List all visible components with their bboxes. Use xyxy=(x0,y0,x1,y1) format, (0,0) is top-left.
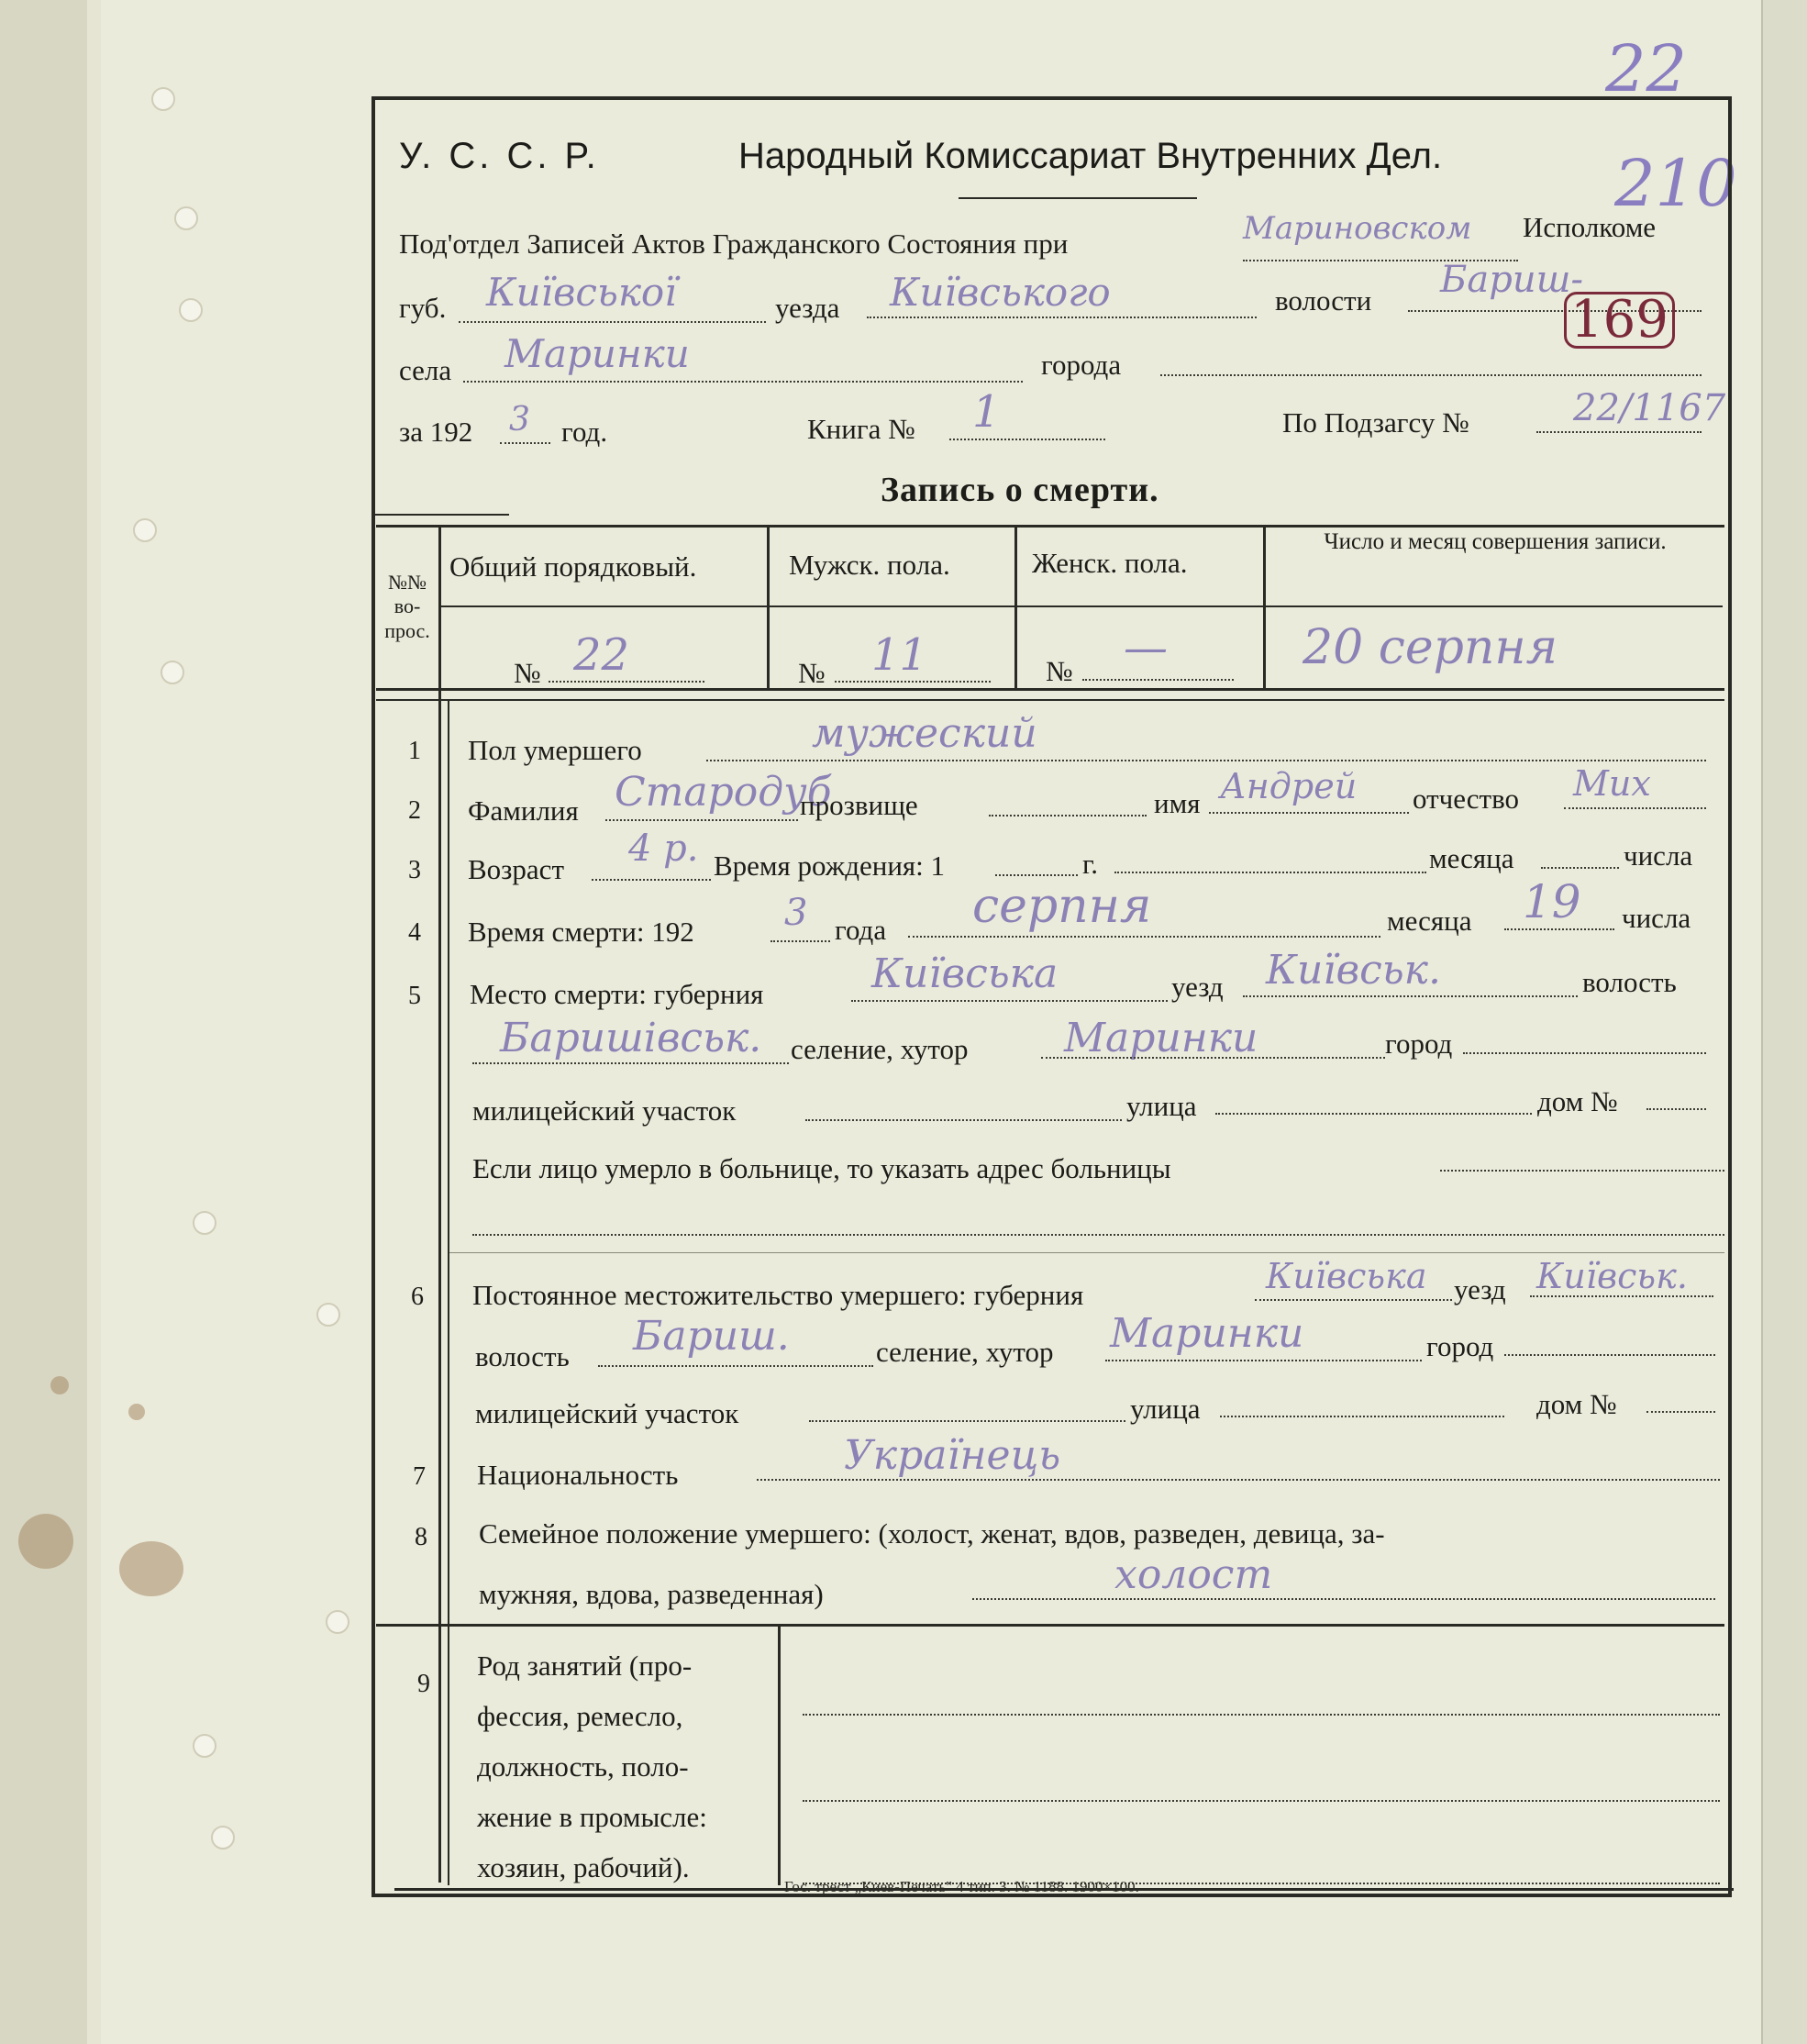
podzags-value: 22/1167 xyxy=(1573,387,1726,429)
q4-year-digit: 3 xyxy=(784,892,808,934)
question-number: 5 xyxy=(408,982,421,1010)
q6-militia-line xyxy=(809,1420,1125,1422)
general-no: № xyxy=(514,657,541,689)
uezd-label: уезда xyxy=(775,292,840,324)
q6-militia-label: милицейский участок xyxy=(475,1397,739,1429)
q5-gub-value: Київська xyxy=(871,950,1059,997)
q2-surname-value: Стародуб xyxy=(615,769,832,816)
q3-age-value: 4 р. xyxy=(628,828,699,870)
binding-hole xyxy=(151,87,175,111)
female-line xyxy=(1082,679,1234,681)
q9-line-1 xyxy=(803,1714,1720,1716)
q6-label: Постоянное местожительство умершего: губерния xyxy=(472,1279,1084,1311)
binding-hole xyxy=(161,661,184,684)
gub-line xyxy=(459,321,766,323)
volost-value: Бариш- xyxy=(1440,259,1584,301)
q6-street-label: улица xyxy=(1130,1393,1201,1425)
q5-gorod-line xyxy=(1463,1052,1706,1054)
q2-surname-line xyxy=(605,819,798,821)
header-mid-rule xyxy=(438,605,1723,607)
record-title: Запись о смерти. xyxy=(881,471,1159,509)
executive-label: Исполкоме xyxy=(1523,211,1657,243)
q2-name-value: Андрей xyxy=(1220,766,1358,806)
male-line xyxy=(835,681,991,683)
year-line xyxy=(500,442,550,444)
q9-line-2 xyxy=(803,1800,1720,1802)
book-label: Книга № xyxy=(807,413,915,445)
q5-label: Место смерти: губерния xyxy=(470,978,764,1010)
q9-inner-rule xyxy=(448,1624,449,1885)
q5-selenie-line xyxy=(1041,1057,1385,1059)
general-line xyxy=(549,681,704,683)
q6-house-label: дом № xyxy=(1536,1388,1617,1420)
question-number: 2 xyxy=(408,796,421,825)
section-rule xyxy=(449,1252,1724,1253)
col-date-header: Число и месяц совершения записи. xyxy=(1324,529,1667,554)
gorod-line xyxy=(1160,374,1702,376)
republic-title: У. С. С. Р. xyxy=(399,136,600,176)
q4-label: Время смерти: 192 xyxy=(468,916,694,948)
q6-gorod-line xyxy=(1504,1354,1715,1356)
q9-top-rule xyxy=(376,1624,1724,1627)
col-male-header: Мужск. пола. xyxy=(789,549,950,581)
q9-label-2: фессия, ремесло, xyxy=(477,1700,683,1732)
col-general-header: Общий порядковый. xyxy=(449,550,697,583)
q4-day-label: числа xyxy=(1622,902,1691,934)
q2-nick-label: прозвище xyxy=(800,789,918,821)
question-number: 9 xyxy=(417,1670,430,1698)
q6-gorod-label: город xyxy=(1426,1330,1494,1362)
q2-patronymic-value: Мих xyxy=(1573,763,1651,804)
year-digit: 3 xyxy=(509,401,530,439)
q5-uezd-label: уезд xyxy=(1171,971,1224,1003)
title-rule xyxy=(959,197,1197,199)
q5-street-label: улица xyxy=(1126,1090,1197,1122)
binding-hole xyxy=(193,1211,216,1235)
q6-volost-value: Бариш. xyxy=(633,1313,790,1360)
q1-label: Пол умершего xyxy=(468,734,642,766)
q6-gub-line xyxy=(1255,1299,1452,1301)
q4-month-line xyxy=(908,936,1380,938)
question-number-header: №№ во- прос. xyxy=(384,571,430,642)
q9-label-5: хозяин, рабочий). xyxy=(477,1851,690,1883)
q5-uezd-line xyxy=(1243,995,1578,997)
q1-line xyxy=(706,760,1706,761)
q6-selenie-value: Маринки xyxy=(1110,1310,1304,1357)
question-number: 1 xyxy=(408,737,421,765)
q5-gub-line xyxy=(851,1000,1168,1002)
q5-militia-line xyxy=(805,1119,1122,1121)
q6-street-line xyxy=(1220,1416,1504,1417)
book-value: 1 xyxy=(972,386,1001,438)
q4-day-line xyxy=(1504,928,1614,930)
question-number: 7 xyxy=(413,1462,426,1491)
q5-selenie-value: Маринки xyxy=(1064,1015,1258,1061)
facing-page xyxy=(0,0,90,2044)
q3-day-label: числа xyxy=(1624,839,1693,872)
question-number: 6 xyxy=(411,1283,424,1311)
question-number: 3 xyxy=(408,856,421,884)
q5-house-line xyxy=(1646,1108,1706,1110)
header-bottom-rule xyxy=(376,688,1724,691)
selo-label: села xyxy=(399,354,452,386)
uezd-value: Київського xyxy=(890,270,1111,315)
q4-month-value: серпня xyxy=(972,879,1152,934)
page-stack-edge xyxy=(1761,0,1807,2044)
q7-line xyxy=(757,1479,1720,1481)
q5-volost-value: Баришівськ. xyxy=(500,1015,762,1061)
q6-house-line xyxy=(1646,1411,1715,1413)
q2-patronymic-line xyxy=(1564,807,1706,809)
q4-month-label: месяца xyxy=(1387,905,1472,937)
female-no: № xyxy=(1046,655,1073,687)
q5-hospital-label: Если лицо умерло в больнице, то указать адрес больницы xyxy=(472,1152,1171,1184)
q3-day-line xyxy=(1541,867,1619,869)
binding-hole xyxy=(316,1303,340,1327)
q9-label-3: должность, поло- xyxy=(477,1750,689,1783)
q5-hospital-line xyxy=(1440,1170,1724,1172)
q5-street-line xyxy=(1215,1113,1532,1115)
subdept-value: Мариновском xyxy=(1243,210,1472,247)
q6-volost-line xyxy=(598,1365,873,1367)
q6-uezd-label: уезд xyxy=(1454,1273,1506,1305)
q5-militia-label: милицейский участок xyxy=(472,1094,737,1127)
q8-label-line2: мужняя, вдова, разведенная) xyxy=(479,1578,824,1610)
podzags-line xyxy=(1536,431,1702,433)
male-no: № xyxy=(798,657,826,689)
question-col-rule xyxy=(438,525,441,1883)
q8-line xyxy=(972,1598,1715,1600)
printer-imprint: Гос. трест „Киев-Печать" 4 тип. З. № 1188. 1900×100. xyxy=(784,1878,1139,1895)
archive-number-second: 210 xyxy=(1614,146,1737,221)
binding-hole xyxy=(174,206,198,230)
q2-patronymic-label: отчество xyxy=(1413,783,1519,815)
q6-volost-label: волость xyxy=(475,1340,570,1372)
q2-nick-line xyxy=(989,815,1147,816)
q9-label-4: жение в промысле: xyxy=(477,1801,707,1833)
binding-hole xyxy=(179,298,203,322)
male-value: 11 xyxy=(871,629,928,681)
q3-age-label: Возраст xyxy=(468,853,564,885)
page-number: 169 xyxy=(1564,292,1675,349)
q3-birth-line xyxy=(995,874,1078,876)
podzags-label: По Подзагсу № xyxy=(1282,406,1469,439)
q4-year-line xyxy=(770,940,830,942)
q9-label-1: Род занятий (про- xyxy=(477,1650,693,1682)
q2-surname-label: Фамилия xyxy=(468,794,579,827)
binding-hole xyxy=(211,1826,235,1850)
q3-birth-label: Время рождения: 1 xyxy=(714,850,946,882)
selo-value: Маринки xyxy=(504,331,690,376)
rule xyxy=(371,514,509,516)
ministry-title: Народный Комиссариат Внутренних Дел. xyxy=(738,136,1443,176)
q2-name-line xyxy=(1209,812,1409,814)
q7-label: Национальность xyxy=(477,1459,679,1491)
q5-hospital-line-2 xyxy=(472,1234,1724,1236)
q5-uezd-value: Київськ. xyxy=(1266,947,1441,994)
rust-stain xyxy=(50,1376,69,1394)
binding-hole xyxy=(326,1610,349,1634)
year-label: за 192 xyxy=(399,416,473,448)
uezd-line xyxy=(867,317,1257,318)
body-inner-rule xyxy=(448,699,449,1626)
q5-selenie-label: селение, хутор xyxy=(791,1033,969,1065)
q1-value: мужеский xyxy=(812,710,1037,757)
question-number: 8 xyxy=(415,1523,427,1551)
q4-year-label: года xyxy=(835,914,887,946)
archive-number-top: 22 xyxy=(1605,31,1688,106)
q6-selenie-line xyxy=(1105,1360,1422,1361)
q5-gorod-label: город xyxy=(1385,1028,1453,1060)
gub-value: Київської xyxy=(486,270,677,315)
q5-house-label: дом № xyxy=(1537,1085,1618,1117)
question-number: 4 xyxy=(408,918,421,947)
general-value: 22 xyxy=(573,629,630,681)
q8-value: холост xyxy=(1114,1551,1273,1598)
q2-name-label: имя xyxy=(1154,787,1201,819)
q7-value: Українець xyxy=(844,1432,1061,1479)
q6-uezd-value: Київськ. xyxy=(1536,1256,1688,1296)
q3-month-line xyxy=(1114,872,1426,873)
q4-day-value: 19 xyxy=(1523,875,1581,928)
rust-stain xyxy=(119,1541,183,1596)
binding-hole xyxy=(193,1734,216,1758)
col-female-header: Женск. пола. xyxy=(1032,547,1188,579)
binding-hole xyxy=(133,518,157,542)
q9-col-rule xyxy=(778,1624,781,1885)
book-line xyxy=(949,439,1105,440)
body-top-rule xyxy=(376,699,1724,701)
q5-volost-label: волость xyxy=(1582,966,1677,998)
q8-label-line1: Семейное положение умершего: (холост, женат, вдов, разведен, девица, за- xyxy=(479,1517,1385,1550)
rust-stain xyxy=(128,1404,145,1420)
subdept-label: Под'отдел Записей Актов Гражданского Состояния при xyxy=(399,228,1069,260)
q6-gub-value: Київська xyxy=(1266,1256,1427,1296)
year-suffix: год. xyxy=(561,416,608,448)
volost-label: волости xyxy=(1275,284,1372,317)
gub-label: губ. xyxy=(399,292,447,324)
selo-line xyxy=(463,381,1023,383)
q5-volost-line xyxy=(472,1062,789,1064)
gorod-label: города xyxy=(1041,349,1122,381)
q6-uezd-line xyxy=(1530,1295,1713,1297)
q6-selenie-label: селение, хутор xyxy=(876,1336,1054,1368)
q3-g-label: г. xyxy=(1082,848,1098,880)
rust-stain xyxy=(18,1514,73,1569)
q3-age-line xyxy=(592,879,711,881)
q3-month-label: месяца xyxy=(1429,842,1514,874)
date-value: 20 серпня xyxy=(1303,620,1558,675)
female-value: — xyxy=(1124,622,1168,673)
